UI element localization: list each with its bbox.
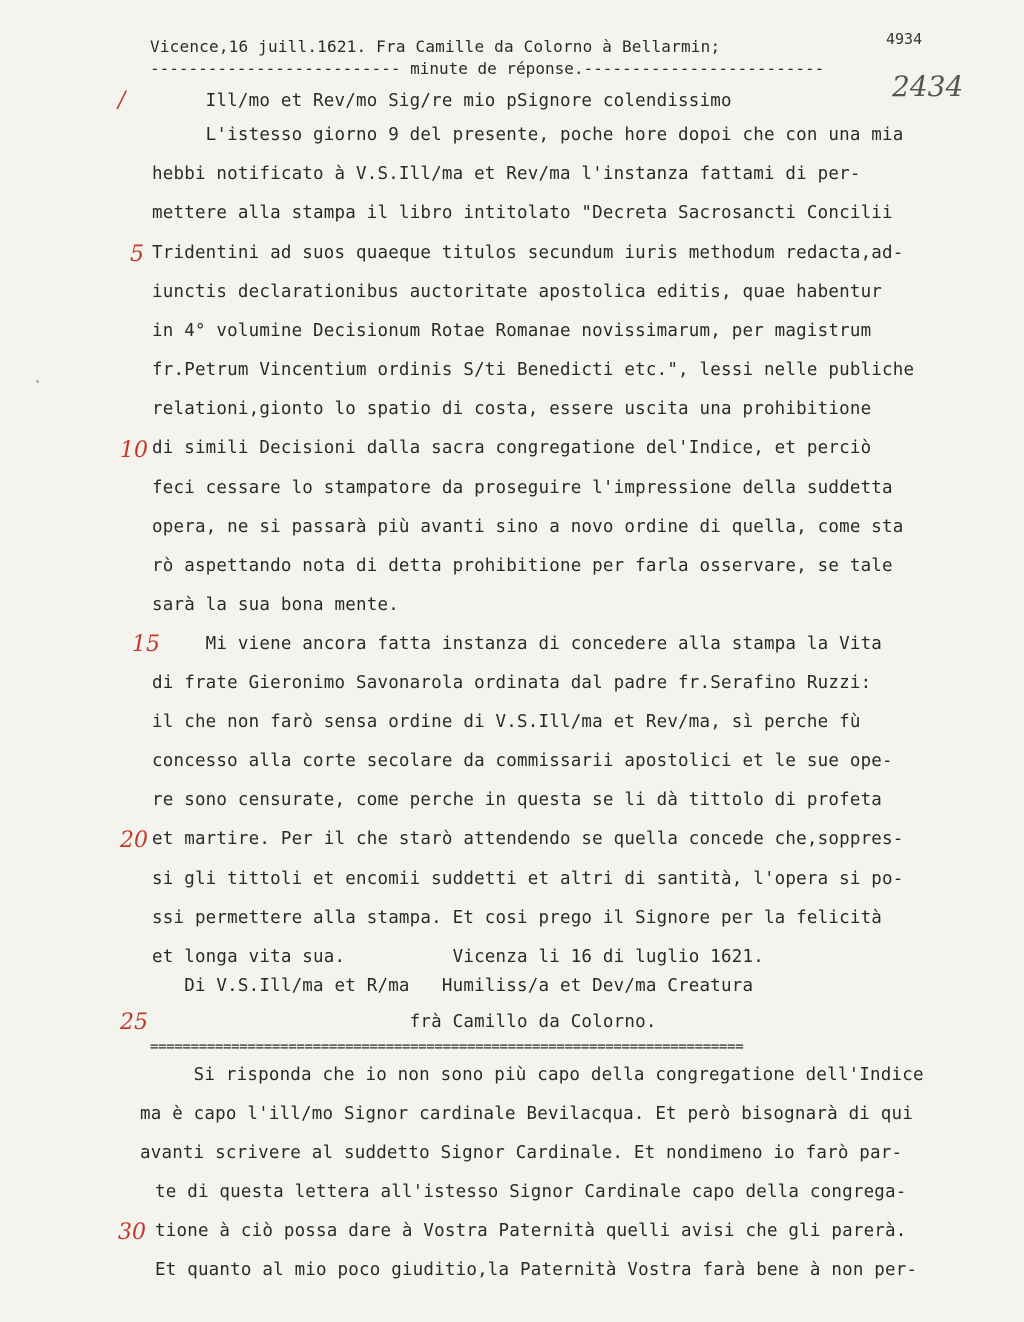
- line-marker-25: 25: [120, 1010, 148, 1035]
- line-marker-1: /: [118, 88, 126, 113]
- text-line: et martire. Per il che starò attendendo se quella concede che,soppres-: [152, 829, 904, 849]
- text-line: di simili Decisioni dalla sacra congregatione del'Indice, et perciò: [152, 438, 872, 458]
- text-line: Di V.S.Ill/ma et R/ma Humiliss/a et Dev/ma Creatura: [152, 976, 754, 996]
- text-line: et longa vita sua. Vicenza li 16 di luglio 1621.: [152, 947, 764, 967]
- text-line: Mi viene ancora fatta instanza di concedere alla stampa la Vita: [152, 634, 883, 654]
- text-line: di frate Gieronimo Savonarola ordinata dal padre fr.Serafino Ruzzi:: [152, 673, 872, 693]
- line-marker-15: 15: [132, 632, 160, 657]
- text-line: re sono censurate, come perche in questa se li dà tittolo di profeta: [152, 790, 883, 810]
- text-line: il che non farò sensa ordine di V.S.Ill/ma et Rev/ma, sì perche fù: [152, 712, 861, 732]
- text-line: ma è capo l'ill/mo Signor cardinale Bevilacqua. Et però bisognarà di qui: [140, 1104, 913, 1124]
- text-line: si gli tittoli et encomii suddetti et altri di santità, l'opera si po-: [152, 869, 904, 889]
- text-line: frà Camillo da Colorno.: [152, 1012, 657, 1032]
- text-line: avanti scrivere al suddetto Signor Cardinale. Et nondimeno io farò par-: [140, 1143, 903, 1163]
- text-line: Et quanto al mio poco giuditio,la Paternità Vostra farà bene à non per-: [155, 1260, 918, 1280]
- text-line: mettere alla stampa il libro intitolato "Decreta Sacrosancti Concilii: [152, 203, 893, 223]
- separator-line: =========================================================================: [150, 1039, 744, 1055]
- pencil-folio-number: 2434: [892, 70, 964, 103]
- text-line: tione à ciò possa dare à Vostra Paternità quelli avisi che gli parerà.: [155, 1221, 907, 1241]
- text-line: Ill/mo et Rev/mo Sig/re mio pSignore colendissimo: [152, 91, 732, 111]
- text-line: relationi,gionto lo spatio di costa, essere uscita una prohibitione: [152, 399, 872, 419]
- text-line: feci cessare lo stampatore da proseguire l'impressione della suddetta: [152, 478, 893, 498]
- document-header: Vicence,16 juill.1621. Fra Camille da Colorno à Bellarmin;: [150, 37, 721, 56]
- text-line: fr.Petrum Vincentium ordinis S/ti Benedicti etc.", lessi nelle publiche: [152, 360, 915, 380]
- text-line: iunctis declarationibus auctoritate apostolica editis, quae habentur: [152, 282, 883, 302]
- text-line: concesso alla corte secolare da commissarii apostolici et le sue ope-: [152, 751, 893, 771]
- archive-number: 4934: [886, 30, 923, 48]
- document-subheader: -------------------------- minute de réponse.-------------------------: [150, 59, 825, 78]
- paper-speck: [36, 380, 39, 383]
- line-marker-10: 10: [120, 438, 148, 463]
- line-marker-20: 20: [120, 828, 148, 853]
- text-line: ssi permettere alla stampa. Et cosi prego il Signore per la felicità: [152, 908, 883, 928]
- text-line: sarà la sua bona mente.: [152, 595, 399, 615]
- text-line: Si risponda che io non sono più capo della congregatione dell'Indice: [140, 1065, 924, 1085]
- text-line: Tridentini ad suos quaeque titulos secundum iuris methodum redacta,ad-: [152, 243, 904, 263]
- line-marker-5: 5: [130, 242, 144, 267]
- text-line: opera, ne si passarà più avanti sino a novo ordine di quella, come sta: [152, 517, 904, 537]
- text-line: hebbi notificato à V.S.Ill/ma et Rev/ma l'instanza fattami di per-: [152, 164, 861, 184]
- text-line: L'istesso giorno 9 del presente, poche hore dopoi che con una mia: [152, 125, 904, 145]
- text-line: rò aspettando nota di detta prohibitione per farla osservare, se tale: [152, 556, 893, 576]
- line-marker-30: 30: [118, 1220, 146, 1245]
- text-line: in 4° volumine Decisionum Rotae Romanae novissimarum, per magistrum: [152, 321, 872, 341]
- text-line: te di questa lettera all'istesso Signor Cardinale capo della congrega-: [155, 1182, 907, 1202]
